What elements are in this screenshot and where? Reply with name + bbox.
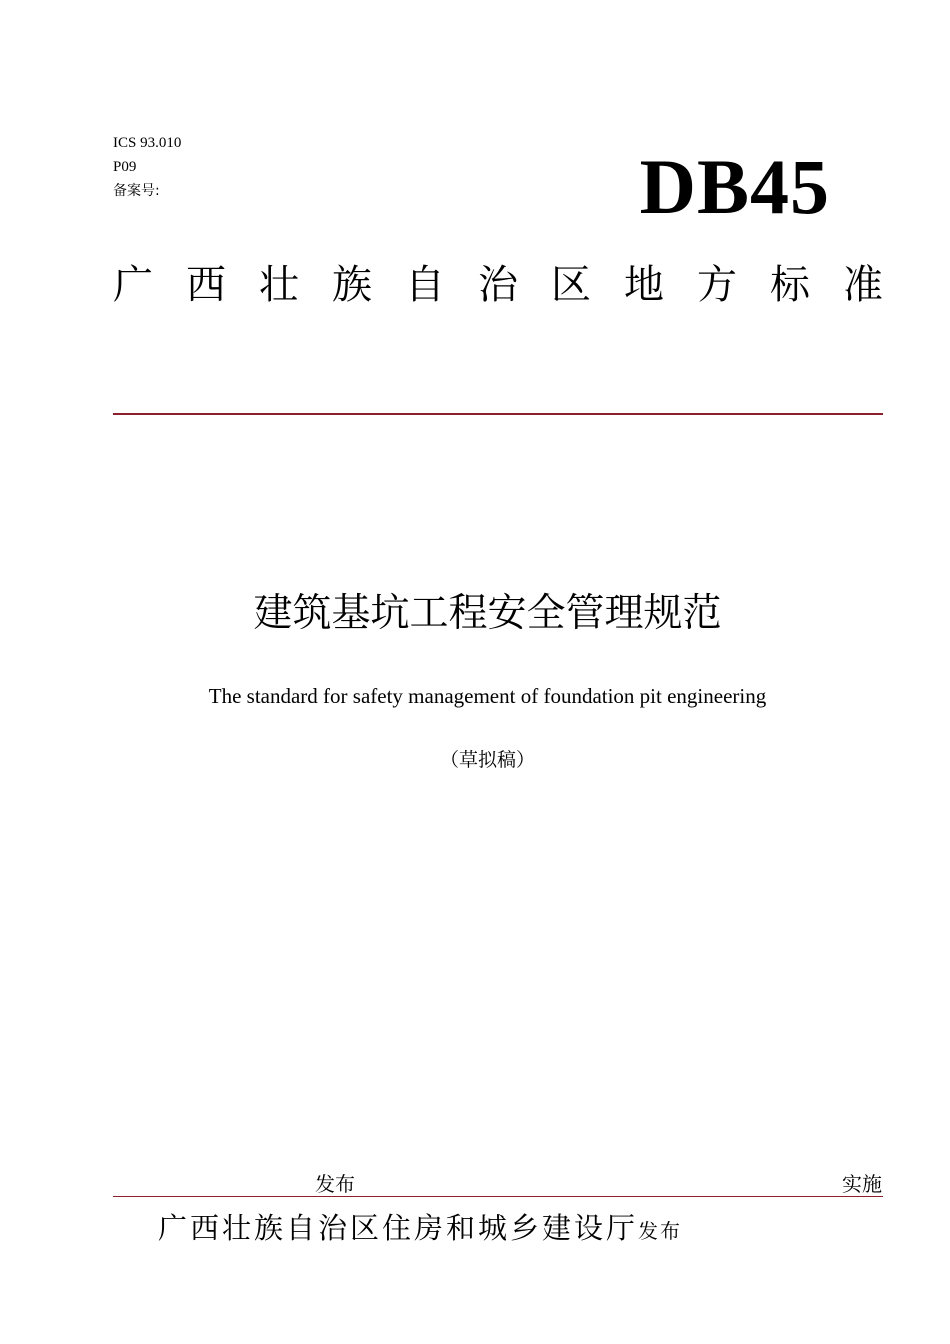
issuer-suffix: 发布 [638,1219,683,1243]
document-title-chinese: 建筑基坑工程安全管理规范 [253,591,722,636]
implementation-date-label: 实施 [842,1172,882,1196]
issuing-authority [158,1206,682,1253]
issue-date-label: 发布 [315,1172,355,1196]
standard-type-heading: 广西壮族自治区地方标准 [113,262,916,308]
classification-code: P09 [113,159,137,175]
standard-code: DB45 [639,143,830,230]
bottom-divider [113,1196,883,1197]
issuer-name: 广西壮族自治区住房和城乡建设厅 [158,1211,639,1245]
top-divider [113,413,883,415]
draft-status: （草拟稿） [439,749,535,771]
record-number-label: 备案号: [113,183,160,199]
document-title-english: The standard for safety management of foundation pit engineering [208,684,767,708]
ics-code: ICS 93.010 [113,135,182,151]
